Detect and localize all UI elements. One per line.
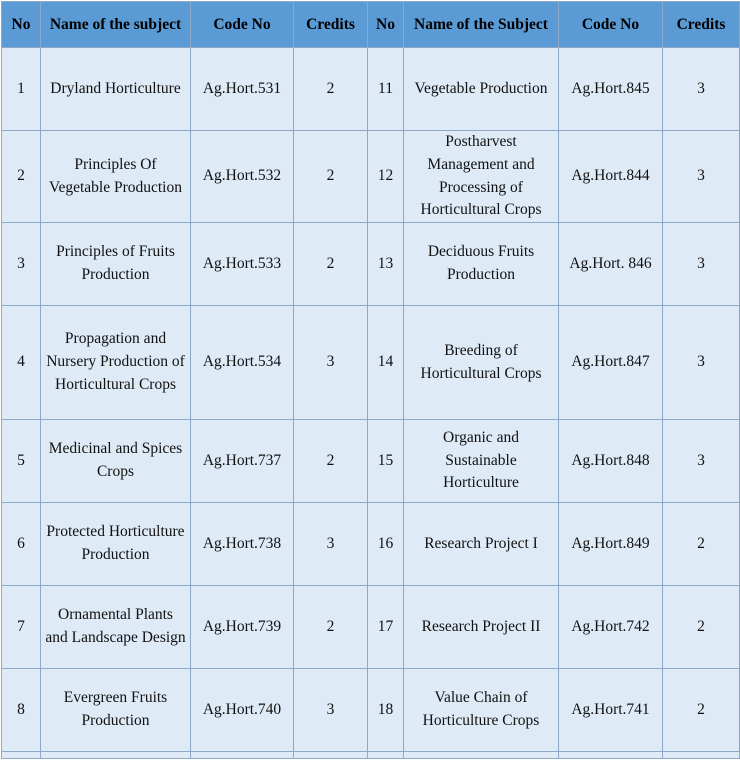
cell-no: 3	[2, 223, 41, 306]
table-row	[2, 586, 740, 669]
cell-no: 4	[2, 306, 41, 420]
cell-name: Ornamental Plants and Landscape Design	[41, 586, 191, 669]
cell-credits-2: 3	[663, 48, 740, 131]
cell-empty	[404, 752, 559, 759]
cell-credits-2: 3	[663, 420, 740, 503]
cell-credits: 2	[294, 223, 368, 306]
cell-credits-2: 2	[663, 503, 740, 586]
cell-empty	[191, 752, 294, 759]
cell-no-2: 17	[368, 586, 404, 669]
table-row	[2, 48, 740, 131]
cell-code-2: Ag.Hort.847	[559, 306, 663, 420]
header-credits: Credits	[294, 2, 368, 48]
cell-code: Ag.Hort.533	[191, 223, 294, 306]
cell-no-2: 11	[368, 48, 404, 131]
cell-credits-2: 3	[663, 223, 740, 306]
cell-code-2: Ag.Hort. 846	[559, 223, 663, 306]
cell-code: Ag.Hort.737	[191, 420, 294, 503]
table-row	[2, 306, 740, 420]
cell-credits-2: 2	[663, 669, 740, 752]
cell-no-2: 14	[368, 306, 404, 420]
cell-code-2: Ag.Hort.849	[559, 503, 663, 586]
cell-credits: 2	[294, 48, 368, 131]
cell-no: 6	[2, 503, 41, 586]
cell-empty	[559, 752, 663, 759]
table-row	[2, 420, 740, 503]
cell-credits: 3	[294, 669, 368, 752]
cell-no-2: 12	[368, 131, 404, 223]
header-code-2: Code No	[559, 2, 663, 48]
cell-code: Ag.Hort.740	[191, 669, 294, 752]
cell-credits: 3	[294, 503, 368, 586]
cell-no: 2	[2, 131, 41, 223]
cell-code-2: Ag.Hort.741	[559, 669, 663, 752]
cell-no-2: 16	[368, 503, 404, 586]
subjects-table	[1, 1, 740, 759]
cell-code: Ag.Hort.532	[191, 131, 294, 223]
cell-credits-2: 3	[663, 306, 740, 420]
cell-no-2: 18	[368, 669, 404, 752]
table-row	[2, 503, 740, 586]
header-code: Code No	[191, 2, 294, 48]
cell-name-2: Postharvest Management and Processing of Horticultural Crops	[404, 131, 559, 223]
header-no: No	[2, 2, 41, 48]
table-row	[2, 131, 740, 223]
cell-credits-2: 3	[663, 131, 740, 223]
cell-name: Medicinal and Spices Crops	[41, 420, 191, 503]
cell-code-2: Ag.Hort.844	[559, 131, 663, 223]
cell-name-2: Breeding of Horticultural Crops	[404, 306, 559, 420]
cell-empty	[294, 752, 368, 759]
cell-no: 8	[2, 669, 41, 752]
cell-name: Evergreen Fruits Production	[41, 669, 191, 752]
cell-no-2: 15	[368, 420, 404, 503]
cell-name-2: Vegetable Production	[404, 48, 559, 131]
cell-no-2: 13	[368, 223, 404, 306]
cell-credits: 2	[294, 131, 368, 223]
cell-credits-2: 2	[663, 586, 740, 669]
cell-empty	[2, 752, 41, 759]
cell-code: Ag.Hort.534	[191, 306, 294, 420]
cell-code-2: Ag.Hort.845	[559, 48, 663, 131]
header-name: Name of the subject	[41, 2, 191, 48]
cell-name-2: Value Chain of Horticulture Crops	[404, 669, 559, 752]
cell-no: 1	[2, 48, 41, 131]
cell-name-2: Research Project II	[404, 586, 559, 669]
cell-code: Ag.Hort.739	[191, 586, 294, 669]
cell-credits: 3	[294, 306, 368, 420]
cell-name: Protected Horticulture Production	[41, 503, 191, 586]
cell-name-2: Research Project I	[404, 503, 559, 586]
cell-no: 5	[2, 420, 41, 503]
cell-code: Ag.Hort.738	[191, 503, 294, 586]
cell-credits: 2	[294, 586, 368, 669]
header-name-2: Name of the Subject	[404, 2, 559, 48]
cell-empty	[663, 752, 740, 759]
header-row	[2, 2, 740, 48]
header-no-2: No	[368, 2, 404, 48]
header-credits-2: Credits	[663, 2, 740, 48]
cell-name: Principles of Fruits Production	[41, 223, 191, 306]
cell-code: Ag.Hort.531	[191, 48, 294, 131]
table-row-partial	[2, 752, 740, 759]
cell-name: Propagation and Nursery Production of Horticultural Crops	[41, 306, 191, 420]
cell-name: Dryland Horticulture	[41, 48, 191, 131]
table-row	[2, 223, 740, 306]
cell-code-2: Ag.Hort.742	[559, 586, 663, 669]
cell-no: 7	[2, 586, 41, 669]
cell-name-2: Deciduous Fruits Production	[404, 223, 559, 306]
cell-empty	[41, 752, 191, 759]
cell-credits: 2	[294, 420, 368, 503]
cell-code-2: Ag.Hort.848	[559, 420, 663, 503]
cell-name: Principles Of Vegetable Production	[41, 131, 191, 223]
table-row	[2, 669, 740, 752]
cell-name-2: Organic and Sustainable Horticulture	[404, 420, 559, 503]
cell-empty	[368, 752, 404, 759]
